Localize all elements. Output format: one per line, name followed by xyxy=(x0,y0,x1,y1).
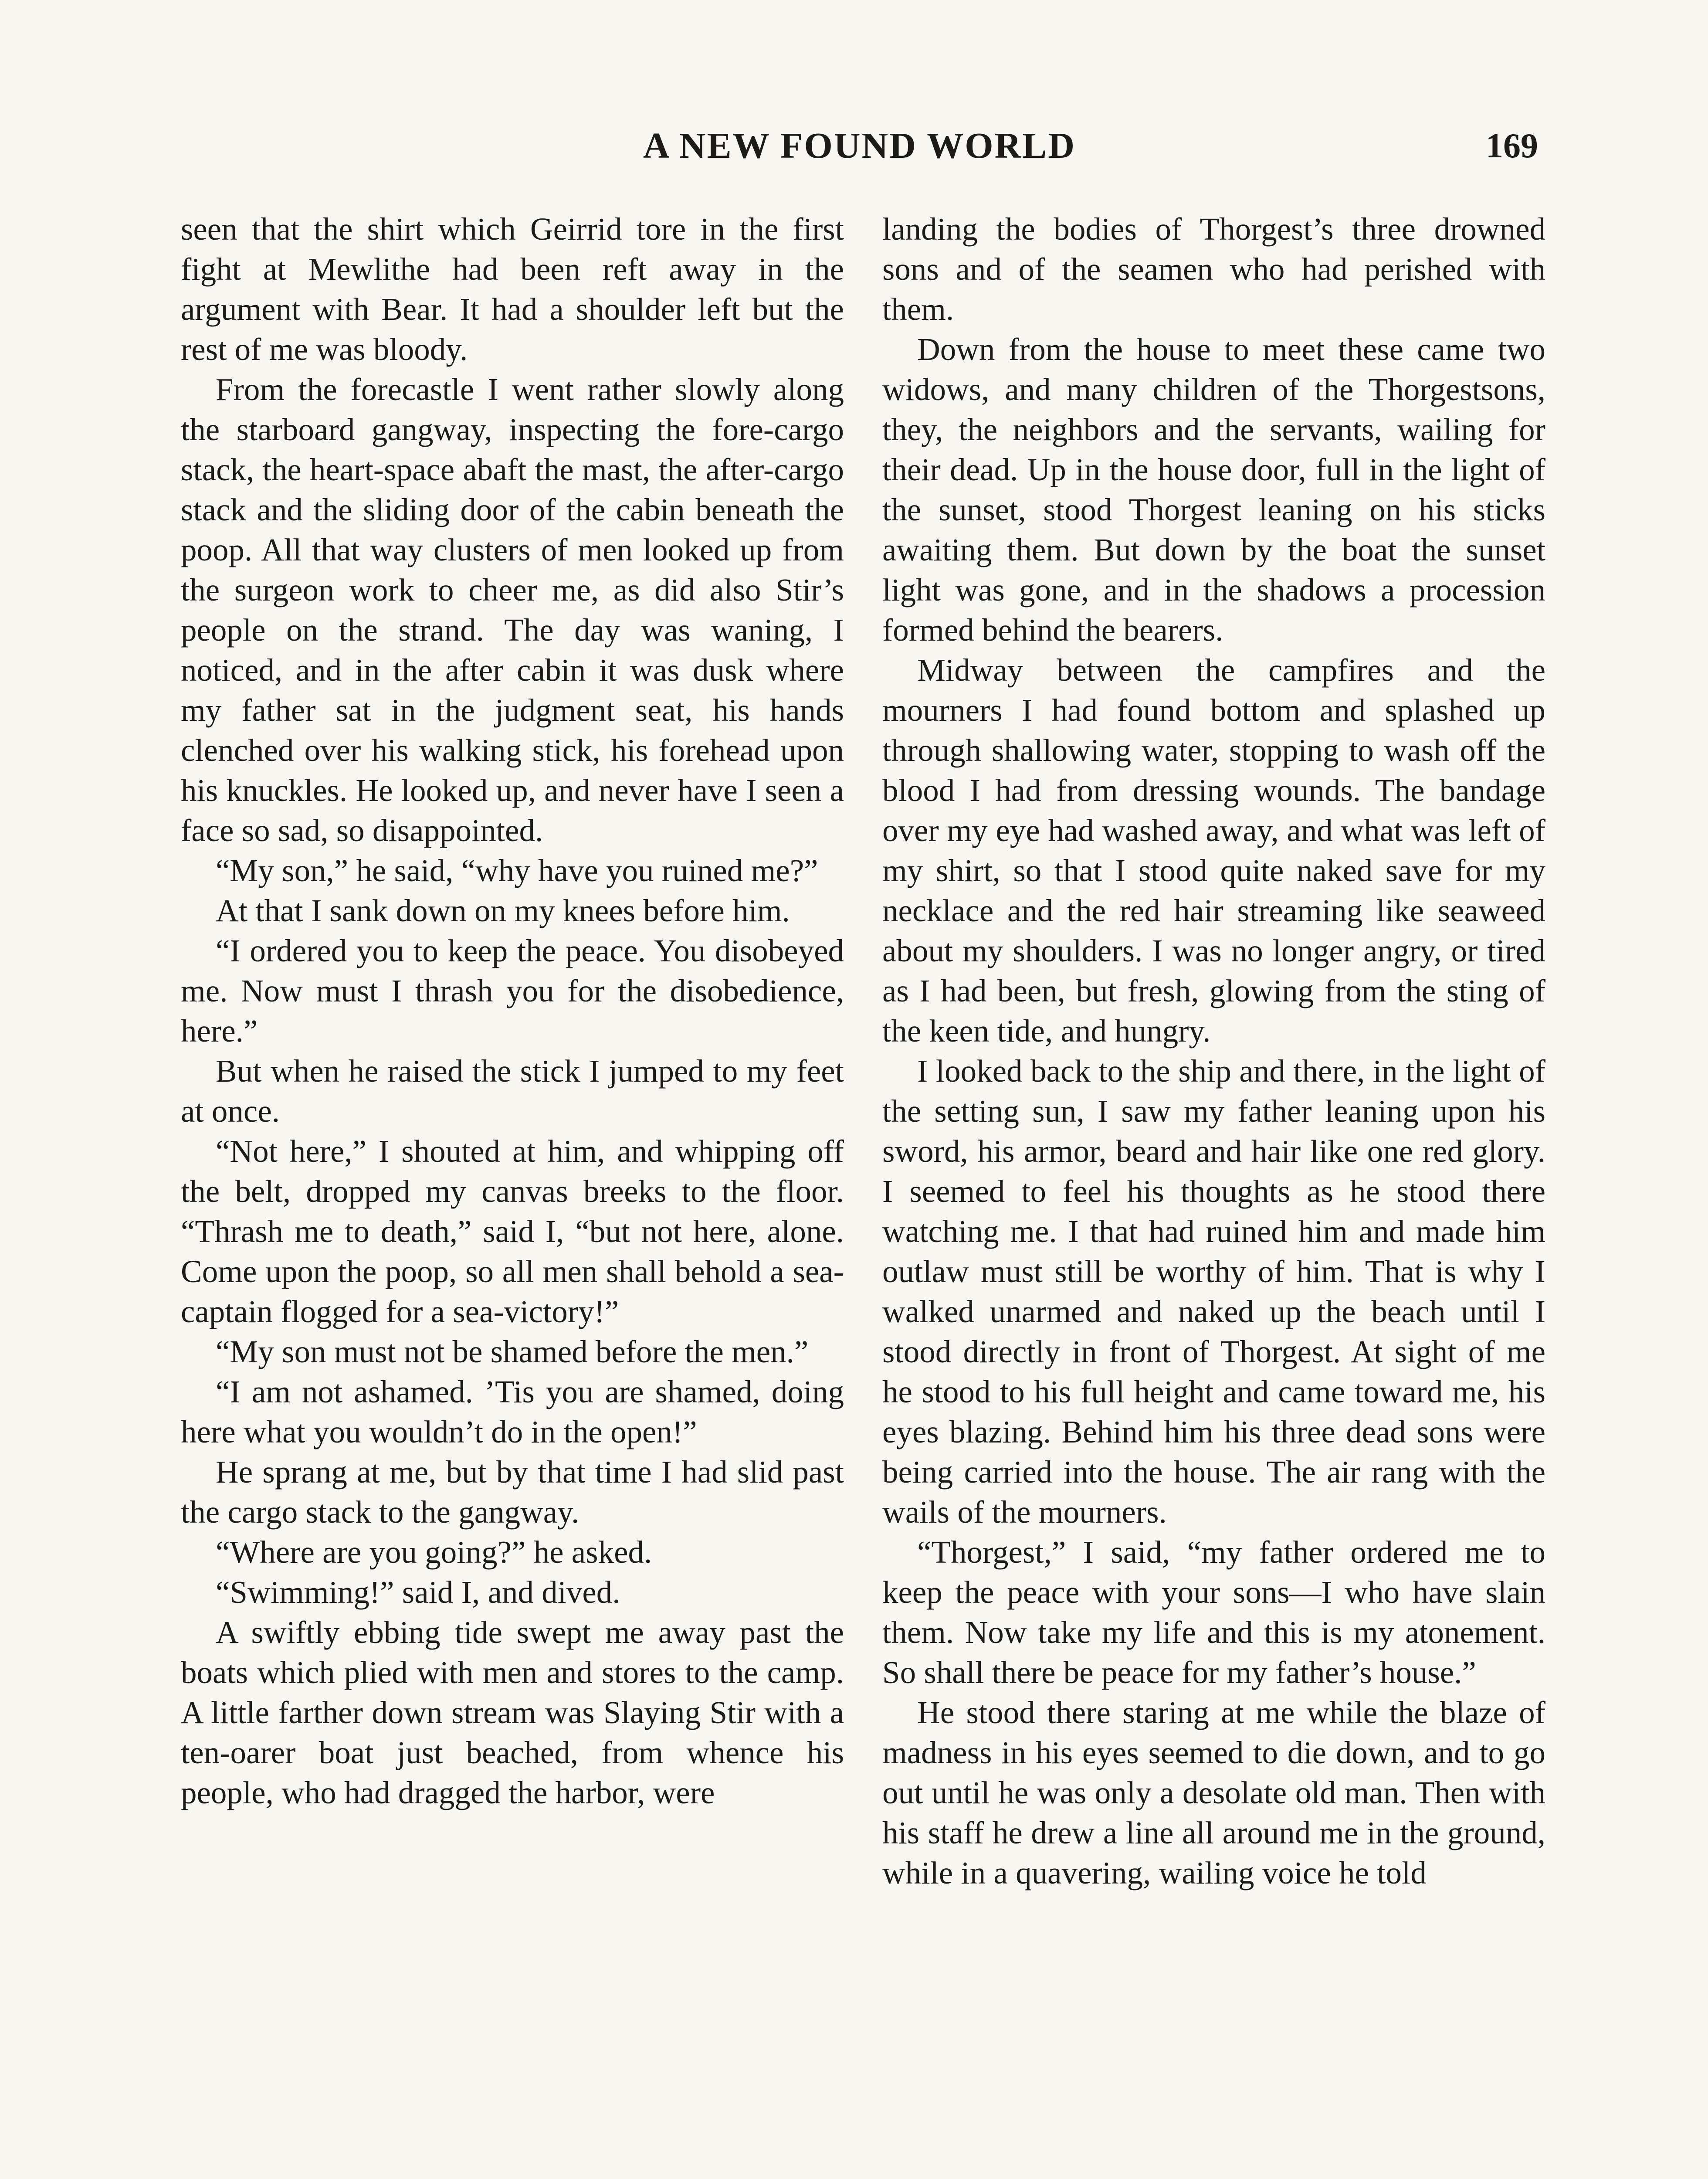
running-title: A NEW FOUND WORLD xyxy=(643,126,1076,166)
left-column xyxy=(181,209,844,1813)
paragraph: Midway between the campfires and the mourners I had found bottom and splashed up through shallowing water, stopping to wash off the blood I had from dressing wounds. The bandage over my eye had washed away, and what was left of my shirt, so that I stood quite naked save for my necklace and the red hair streaming like seaweed about my shoulders. I was no longer angry, or tired as I had been, but fresh, glowing from the sting of the keen tide, and hungry. xyxy=(882,652,1545,1049)
paragraph: “Where are you going?” he asked. xyxy=(216,1534,652,1570)
paragraph: “My son must not be shamed before the men.” xyxy=(216,1334,809,1369)
paragraph: He sprang at me, but by that time I had slid past the cargo stack to the gangway. xyxy=(181,1454,844,1530)
right-column xyxy=(882,209,1545,1893)
paragraph: landing the bodies of Thorgest’s three drowned sons and of the seamen who had perished with them. xyxy=(882,211,1545,327)
paragraph: “Thorgest,” I said, “my father ordered me to keep the peace with your sons—I who have slain them. Now take my life and this is my atonement. So shall there be peace for my father’s house.” xyxy=(882,1534,1545,1690)
paragraph: Down from the house to meet these came two widows, and many children of the Thorgestsons, they, the neighbors and the servants, wailing for their dead. Up in the house door, full in the light of the sunset, stood Thorgest leaning on his sticks awaiting them. But down by the boat the sunset light was gone, and in the shadows a procession formed behind the bearers. xyxy=(882,332,1545,648)
paragraph: “I am not ashamed. ’Tis you are shamed, doing here what you wouldn’t do in the open!” xyxy=(181,1374,844,1449)
paragraph: A swiftly ebbing tide swept me away past the boats which plied with men and stores to the camp. A little farther down stream was Slaying Stir with a ten-oarer boat just beached, from whence his people, who had dragged the harbor, were xyxy=(181,1615,844,1810)
paragraph: But when he raised the stick I jumped to my feet at once. xyxy=(181,1053,844,1129)
paragraph: I looked back to the ship and there, in the light of the setting sun, I saw my father leaning upon his sword, his armor, beard and hair like one red glory. I seemed to feel his thoughts as he stood there watching me. I that had ruined him and made him outlaw must still be worthy of him. That is why I walked unarmed and naked up the beach until I stood directly in front of Thorgest. At sight of me he stood to his full height and came toward me, his eyes blazing. Behind him his three dead sons were being carried into the house. The air rang with the wails of the mourners. xyxy=(882,1053,1545,1530)
paragraph: “My son,” he said, “why have you ruined me?” xyxy=(216,853,818,888)
paragraph: He stood there staring at me while the blaze of madness in his eyes seemed to die down, and to go out until he was only a desolate old man. Then with his staff he drew a line all around me in the ground, while in a quavering, wailing voice he told xyxy=(882,1695,1545,1891)
paragraph: At that I sank down on my knees before him. xyxy=(216,893,790,928)
paragraph: seen that the shirt which Geirrid tore in the first fight at Mewlithe had been reft away in the argument with Bear. It had a shoulder left but the rest of me was bloody. xyxy=(181,211,844,367)
paragraph: From the forecastle I went rather slowly along the starboard gangway, inspecting the fore-cargo stack, the heart-space abaft the mast, the after-cargo stack and the sliding door of the cabin beneath the poop. All that way clusters of men looked up from the surgeon work to cheer me, as did also Stir’s people on the strand. The day was waning, I noticed, and in the after cabin it was dusk where my father sat in the judgment seat, his hands clenched over his walking stick, his forehead upon his knuckles. He looked up, and never have I seen a face so sad, so disappointed. xyxy=(181,372,844,848)
page-number: 169 xyxy=(1486,127,1538,165)
running-header xyxy=(181,122,1538,174)
paragraph: “Swimming!” said I, and dived. xyxy=(216,1575,620,1610)
paragraph: “Not here,” I shouted at him, and whipping off the belt, dropped my canvas breeks to the floor. “Thrash me to death,” said I, “but not here, alone. Come upon the poop, so all men shall behold a sea-captain flogged for a sea-victory!” xyxy=(181,1134,844,1329)
paragraph: “I ordered you to keep the peace. You disobeyed me. Now must I thrash you for the disobedience, here.” xyxy=(181,933,844,1049)
